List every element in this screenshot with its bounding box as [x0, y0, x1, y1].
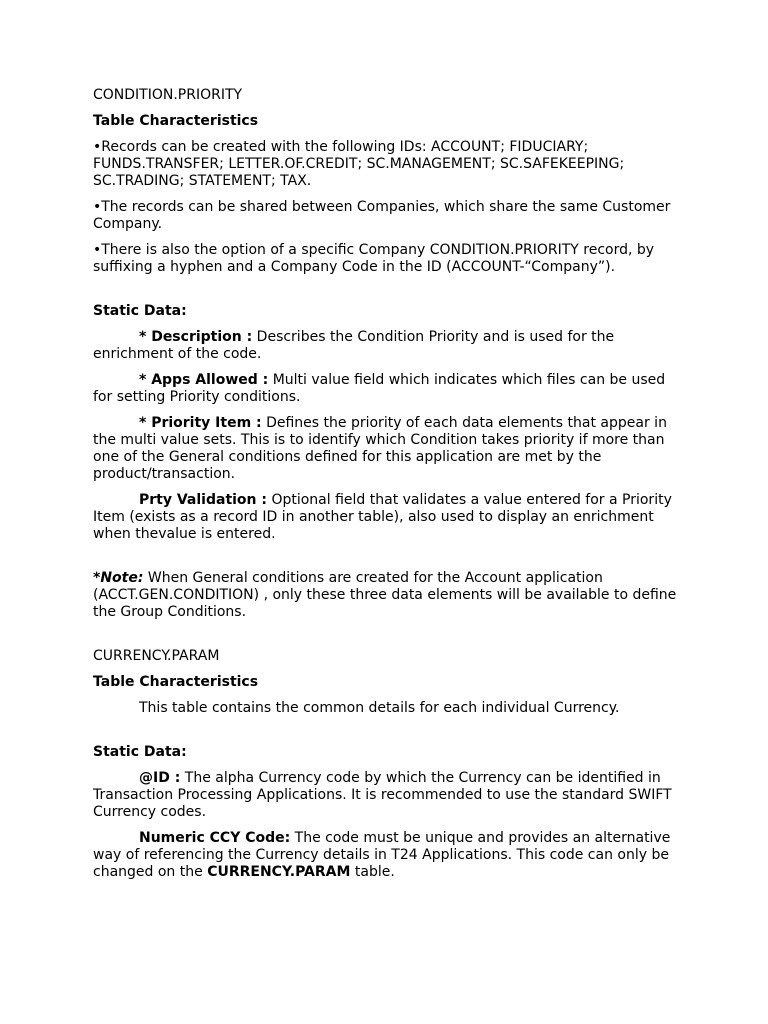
field-prty-validation	[93, 492, 683, 543]
note-paragraph	[93, 570, 683, 621]
field-numeric-ccy-code	[93, 830, 683, 881]
field-label: @ID :	[139, 770, 181, 786]
note-text: When General conditions are created for the Account application (ACCT.GEN.CONDITION) , only these three data elements will be available to define the Group Conditions.	[93, 570, 677, 620]
field-priority-item	[93, 415, 683, 483]
field-text: The alpha Currency code by which the Currency can be identified in Transaction Processing Applications. It is recommended to use the standard SWIFT Currency codes.	[93, 770, 672, 820]
static-data-heading: Static Data:	[93, 303, 187, 319]
field-label: * Apps Allowed :	[139, 372, 269, 388]
field-id	[93, 770, 683, 821]
field-label: Prty Validation :	[139, 492, 267, 508]
table-characteristics-heading: Table Characteristics	[93, 674, 259, 690]
spacer	[93, 552, 683, 570]
table-characteristics-heading: Table Characteristics	[93, 113, 259, 129]
static-data-heading: Static Data:	[93, 744, 187, 760]
section-title-condition-priority: CONDITION.PRIORITY	[93, 87, 243, 103]
bullet-company-record: •There is also the option of a specific Company CONDITION.PRIORITY record, by suffixing a hyphen and a Company Code in the ID (ACCOUNT-“Company”).	[93, 242, 655, 275]
spacer	[93, 285, 683, 303]
spacer	[93, 726, 683, 744]
section-title-currency-param: CURRENCY.PARAM	[93, 648, 220, 664]
field-text-tail: table.	[350, 864, 395, 880]
field-label: Numeric CCY Code:	[139, 830, 291, 846]
currency-table-description: This table contains the common details for each individual Currency.	[139, 700, 620, 716]
field-label: * Priority Item :	[139, 415, 262, 431]
note-label: Note:	[100, 570, 144, 586]
field-apps-allowed	[93, 372, 683, 406]
field-text: Optional field that validates a value entered for a Priority Item (exists as a record ID in another table), also used to display an enrichment when thevalue is entered.	[93, 492, 672, 542]
field-text: Defines the priority of each data elements that appear in the multi value sets. This is to identify which Condition takes priority if more than one of the General conditions defined for this application are met by the product/transaction.	[93, 415, 667, 482]
spacer	[93, 630, 683, 648]
field-text: Describes the Condition Priority and is used for the enrichment of the code.	[93, 329, 615, 362]
field-text: Multi value field which indicates which files can be used for setting Priority conditions.	[93, 372, 666, 405]
bullet-shared-records: •The records can be shared between Companies, which share the same Customer Company.	[93, 199, 671, 232]
field-description	[93, 329, 683, 363]
field-label: * Description :	[139, 329, 253, 345]
note-star: *	[93, 570, 101, 586]
document-page	[93, 87, 683, 890]
field-text: The code must be unique and provides an alternative way of referencing the Currency details in T24 Applications. This code can only be changed on the	[93, 830, 671, 880]
table-name: CURRENCY.PARAM	[207, 864, 351, 880]
bullet-record-ids: •Records can be created with the following IDs: ACCOUNT; FIDUCIARY; FUNDS.TRANSFER; LETTER.OF.CREDIT; SC.MANAGEMENT; SC.SAFEKEEPING; SC.TRADING; STATEMENT; TAX.	[93, 139, 625, 189]
